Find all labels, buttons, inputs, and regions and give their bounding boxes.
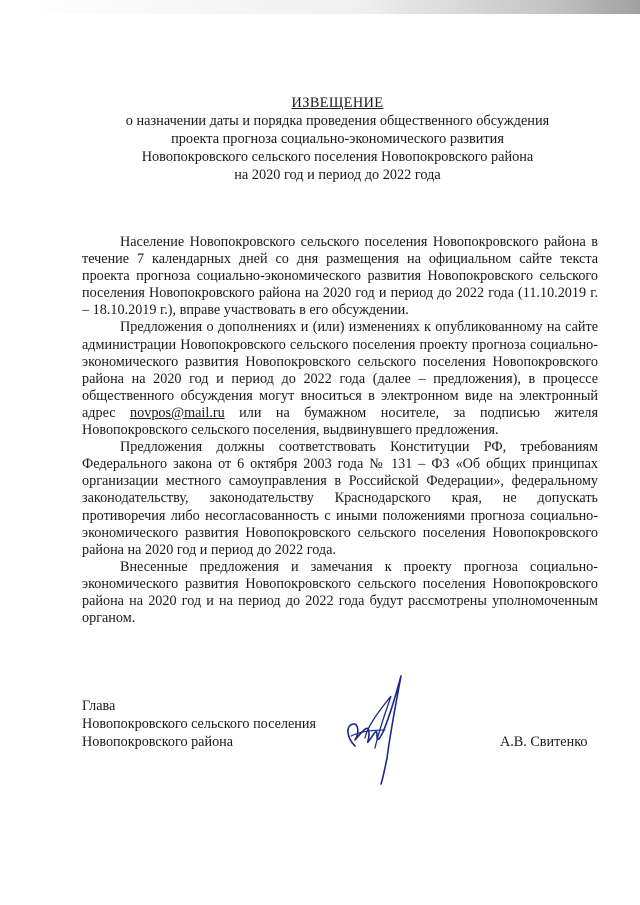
paragraph-2 [82,319,598,439]
paragraph-2-text-end: или на бумажном носителе, за подписью жителя Новопокровского сельского поселения, выдвинувшего предложения. [82,404,598,439]
notice-body [82,234,598,627]
paragraph-1: Население Новопокровского сельского поселения Новопокровского района в течение 7 календарных дней со дня размещения на официальном сайте текста проекта прогноза социально-экономического развития Новопокровского сельского поселения Новопокровского района на 2020 год и период до 2022 года (11.10.2019 г. – 18.10.2019 г.), вправе участвовать в его обсуждении. [82,234,598,319]
signatory-position [82,697,316,751]
notice-subtitle-line-2: проекта прогноза социально-экономического развития [171,131,504,147]
signatory-position-line-2: Новопокровского сельского поселения [82,716,316,732]
handwritten-signature [325,668,415,788]
notice-title: ИЗВЕЩЕНИЕ [291,95,384,111]
paragraph-2-text-start: Предложения о дополнениях и (или) изменениях к опубликованному на сайте администрации Новопокровского сельского поселения проекту прогноза социально-экономического развития Новопокровского сельского поселения Новопокровского района на 2020 год и период до 2022 года (далее – предложения), в процессе общественного обсуждения могут вноситься в электронном виде на электронный адрес [82,319,598,421]
paragraph-3: Предложения должны соответствовать Конституции РФ, требованиям Федерального закона от 6 октября 2003 года № 131 – ФЗ «Об общих принципах организации местного самоуправления в Российской Федерации», федеральному законодательству, законодательству Краснодарского края, не допускать противоречия либо несогласованность с иными положениями прогноза социально-экономического развития Новопокровского сельского поселения Новопокровского района на 2020 год и период до 2022 года. [82,439,598,558]
signatory-position-line-3: Новопокровского района [82,734,234,750]
notice-subtitle-line-1: о назначении даты и порядка проведения общественного обсуждения [125,113,550,129]
notice-subtitle-line-3: Новопокровского сельского поселения Новопокровского района [141,149,534,165]
signatory-name: А.В. Свитенко [500,734,588,750]
email-link[interactable]: novpos@mail.ru [130,404,225,421]
notice-header [80,94,595,184]
signatory-position-line-1: Глава [82,698,116,714]
paragraph-4: Внесенные предложения и замечания к проекту прогноза социально-экономического развития Новопокровского сельского поселения Новопокровского района на 2020 год и на период до 2022 года будут рассмотрены уполномоченным органом. [82,558,598,627]
notice-subtitle-line-4: на 2020 год и период до 2022 года [234,167,441,183]
